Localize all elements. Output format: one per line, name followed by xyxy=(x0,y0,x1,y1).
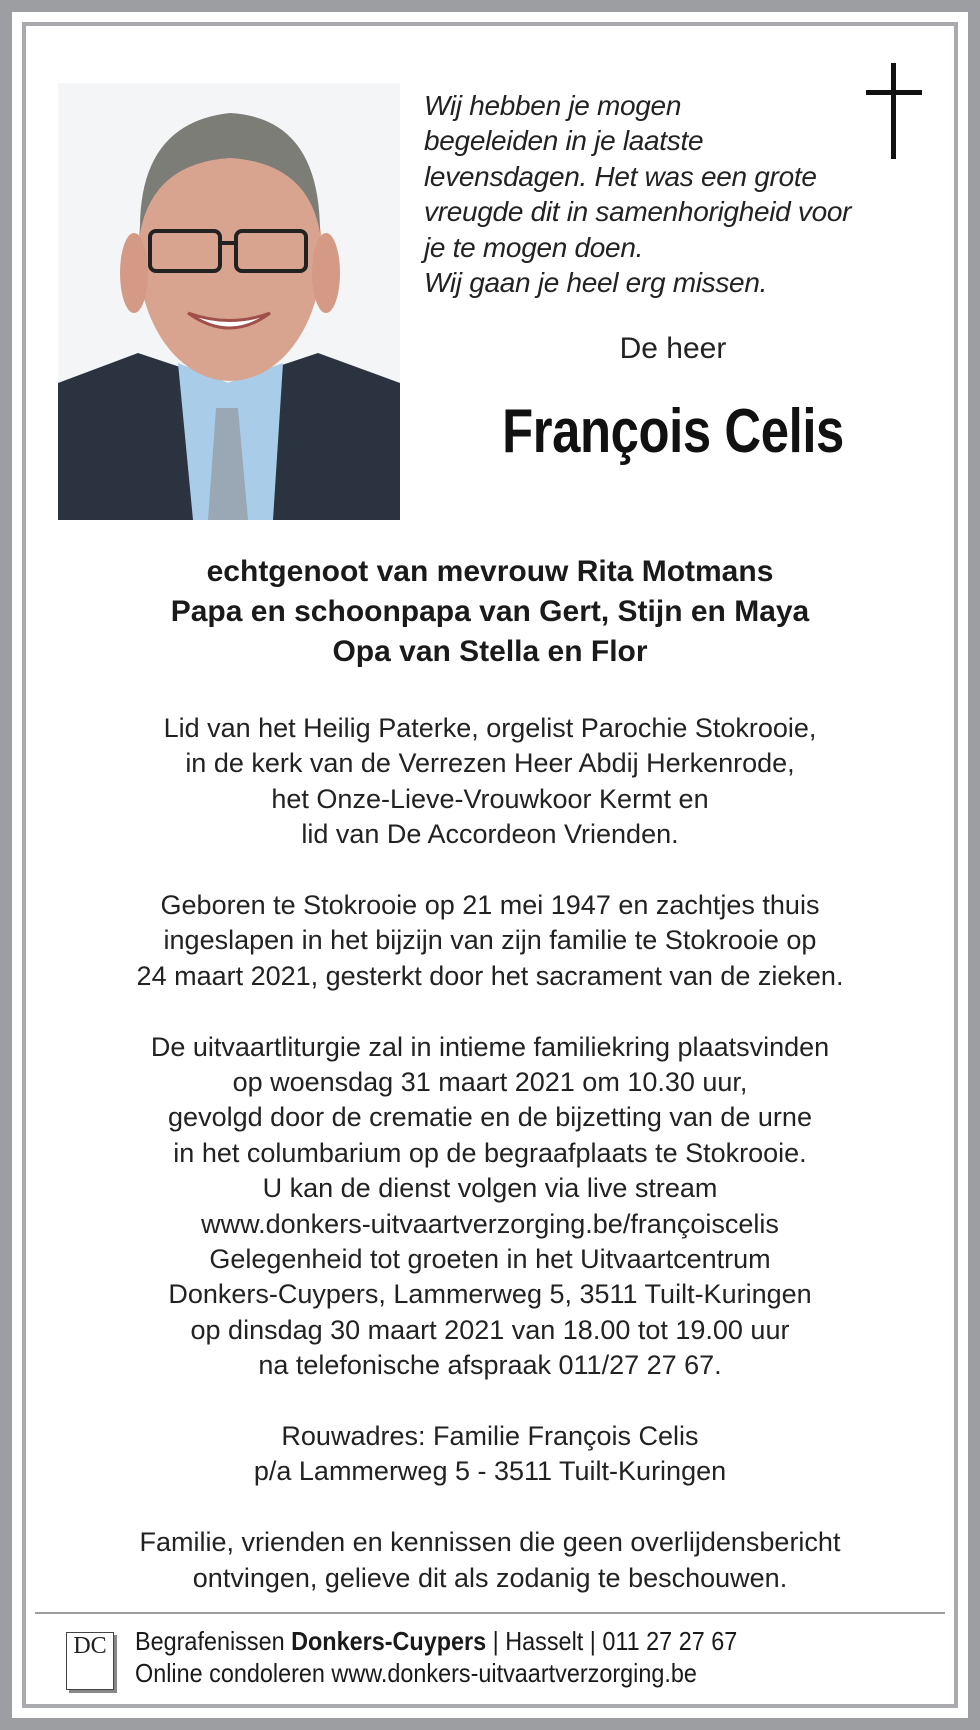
quote-line: begeleiden in je laatste xyxy=(424,125,704,157)
text-line: het Onze-Lieve-Vrouwkoor Kermt en xyxy=(271,783,709,814)
text-line: Familie, vrienden en kennissen die geen overlijdensbericht xyxy=(139,1527,841,1558)
text-line: 24 maart 2021, gesterkt door het sacrament van de zieken. xyxy=(136,960,844,991)
cross-icon xyxy=(866,63,922,159)
portrait-photo xyxy=(58,83,400,520)
text-line: De uitvaartliturgie zal in intieme familiekring plaatsvinden xyxy=(150,1031,830,1062)
family-relations xyxy=(30,552,950,672)
funeral-home-logo: DC xyxy=(66,1632,114,1690)
text-line: ontvingen, gelieve dit als zodanig te beschouwen. xyxy=(192,1562,788,1593)
deceased-name: François Celis xyxy=(502,397,844,466)
text-line: p/a Lammerweg 5 - 3511 Tuilt-Kuringen xyxy=(253,1456,727,1487)
family-line: echtgenoot van mevrouw Rita Motmans xyxy=(206,555,774,588)
text-line: ingeslapen in het bijzijn van zijn familie te Stokrooie op xyxy=(163,925,817,956)
funeral-details-paragraph xyxy=(30,1030,950,1384)
memorial-quote xyxy=(424,88,851,300)
quote-line: levensdagen. Het was een grote xyxy=(424,160,817,192)
text-line: Lid van het Heilig Paterke, orgelist Parochie Stokrooie, xyxy=(163,713,817,743)
company-name: Donkers-Cuypers xyxy=(291,1626,487,1656)
text-line: lid van De Accordeon Vrienden. xyxy=(301,819,679,850)
obituary-body xyxy=(30,711,950,1631)
condolence-link[interactable]: Online condoleren www.donkers-uitvaartverzorging.be xyxy=(135,1658,697,1688)
text-line: op woensdag 31 maart 2021 om 10.30 uur, xyxy=(232,1067,748,1098)
memberships-paragraph xyxy=(30,711,950,853)
text-line: Geboren te Stokrooie op 21 mei 1947 en zachtjes thuis xyxy=(160,890,820,921)
quote-line: je te mogen doen. xyxy=(424,231,644,263)
honorific: De heer xyxy=(619,332,727,365)
footer-divider xyxy=(35,1612,945,1614)
family-line: Papa en schoonpapa van Gert, Stijn en Maya xyxy=(170,595,810,628)
notice-paragraph xyxy=(30,1525,950,1596)
text-line: Rouwadres: Familie François Celis xyxy=(281,1421,699,1452)
birth-death-paragraph xyxy=(30,888,950,994)
quote-line: vreugde dit in samenhorigheid voor xyxy=(424,196,852,228)
text-line: gevolgd door de crematie en de bijzetting van de urne xyxy=(168,1102,812,1133)
text-line: na telefonische afspraak 011/27 27 67. xyxy=(258,1350,722,1381)
text-line: op dinsdag 30 maart 2021 van 18.00 tot 19.00 uur xyxy=(190,1314,790,1345)
text-line: in de kerk van de Verrezen Heer Abdij Herkenrode, xyxy=(185,748,795,779)
footer-contact: | Hasselt | 011 27 27 67 xyxy=(486,1626,738,1656)
livestream-link[interactable]: www.donkers-uitvaartverzorging.be/françoiscelis xyxy=(201,1208,779,1239)
text-line: in het columbarium op de begraafplaats te Stokrooie. xyxy=(173,1137,807,1168)
footer-prefix: Begrafenissen xyxy=(135,1626,292,1656)
text-line: Donkers-Cuypers, Lammerweg 5, 3511 Tuilt-Kuringen xyxy=(168,1279,812,1310)
mourning-address-paragraph xyxy=(30,1419,950,1490)
text-line: Gelegenheid tot groeten in het Uitvaartcentrum xyxy=(209,1244,771,1275)
quote-line: Wij gaan je heel erg missen. xyxy=(424,267,768,299)
funeral-home-footer xyxy=(135,1625,737,1689)
text-line: U kan de dienst volgen via live stream xyxy=(262,1173,718,1204)
family-line: Opa van Stella en Flor xyxy=(332,635,648,668)
quote-line: Wij hebben je mogen xyxy=(424,90,682,121)
footer-line-1 xyxy=(135,1625,737,1657)
